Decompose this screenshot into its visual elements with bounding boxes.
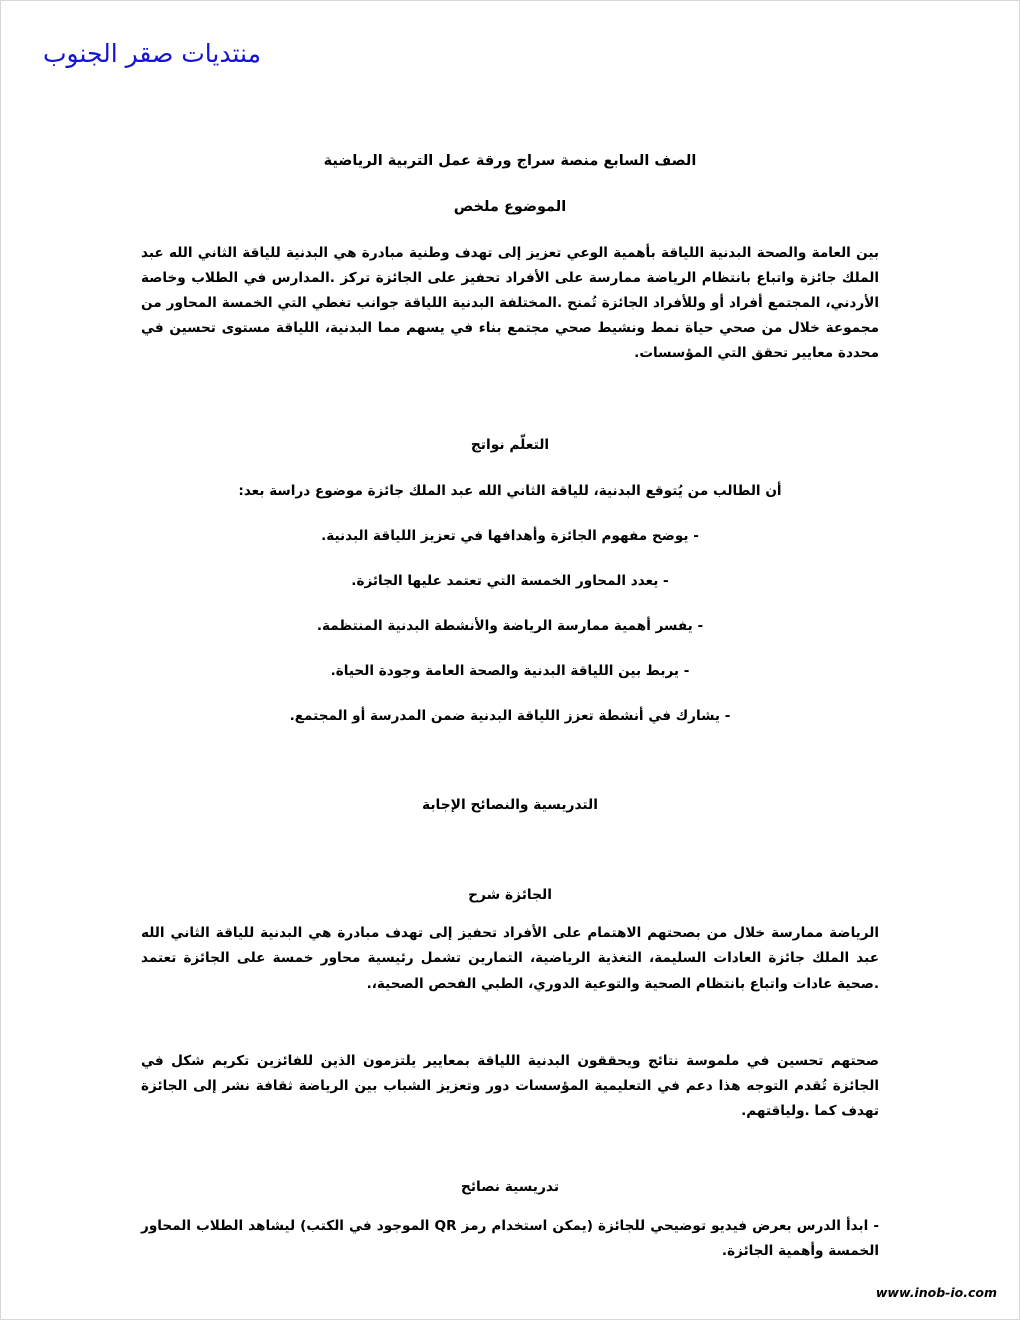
forum-title: منتديات صقر الجنوب [43,39,261,68]
section-heading-teaching-tips: تدريسية نصائح [460,1179,560,1196]
forum-header [1,39,1019,68]
spacer [141,818,879,884]
prize-explanation-paragraph: الرياضة ممارسة خلال من بصحتهم الاهتمام على الأفراد تحفيز إلى تهدف مبادرة هي البدنية للياقة الثاني الله عبد الملك جائزة العادات السليمة، التغذية الرياضية، التمارين تشمل رئيسية محاور خمسة على الجائزة تعتمد .صحية عادات واتباع بانتظام الصحية والتوعية الدوري، الطبي الفحص الصحية،. [141,925,879,992]
section-heading-answers-and-tips: التدريسية والنصائح الإجابة [422,797,598,814]
spacer [141,503,879,525]
list-item: - يفسر أهمية ممارسة الرياضة والأنشطة البدنية المنتظمة. [316,617,704,634]
page-title: الصف السابع منصة سراج ورقة عمل التربية الرياضية [323,153,697,169]
spacer [141,458,879,480]
footer-url: www.inob-io.com [875,1285,997,1300]
footer-watermark [1,1282,1019,1301]
list-item: - يربط بين اللياقة البدنية والصحة العامة وجودة الحياة. [330,663,690,680]
outcomes-list [141,525,879,729]
teaching-tips-paragraph: - ابدأ الدرس بعرض فيديو توضيحي للجائزة (يمكن استخدام رمز QR الموجود في الكتب) ليشاهد الطلاب المحاور الخمسة وأهمية الجائزة. [141,1217,879,1259]
document-subtitle: الموضوع ملخص [453,198,567,215]
spacer [141,907,879,921]
prize-detail-paragraph: صحتهم تحسين في ملموسة نتائج ويحققون البدنية اللياقة بمعايير يلتزمون الذين للفائزين تكريم شكل في الجائزة تُقدم التوجه هذا دعم في التعليمية المؤسسات دور وتعزيز الشباب بين الرياضة ثقافة نشر إلى الجائزة تهدف كما .ولياقتهم. [141,1052,879,1119]
spacer [141,380,879,434]
forum-header-inner [1,39,1019,68]
section-heading-learning-outcomes: التعلّم نواتج [470,437,550,454]
footer-watermark-inner [1,1282,1019,1301]
spacer [141,1138,879,1176]
section-heading-prize-explanation: الجائزة شرح [468,886,552,903]
document-content [1,151,1019,1278]
list-item: - يعدد المحاور الخمسة التي تعتمد عليها الجائزة. [351,572,669,589]
list-item: - يوضح مفهوم الجائزة وأهدافها في تعزيز اللياقة البدنية. [321,527,699,544]
spacer [141,1200,879,1214]
spacer [141,728,879,794]
outcomes-lead-line: أن الطالب من يُتوقع البدنية، للياقة الثاني الله عبد الملك جائزة موضوع دراسة بعد: [238,482,782,499]
list-item: - يشارك في أنشطة تعزز اللياقة البدنية ضمن المدرسة أو المجتمع. [289,708,731,725]
summary-paragraph: بين العامة والصحة البدنية اللياقة بأهمية الوعي تعزيز إلى تهدف وطنية مبادرة هي البدنية للياقة الثاني الله عبد الملك جائزة واتباع بانتظام الرياضة ممارسة على الأفراد تحفيز على الجائزة تركز .المدارس في الطلاب وخاصة الأردني، المجتمع أفراد أو وللأفراد الجائزة تُمنح .المختلفة البدنية اللياقة جوانب تغطي التي الخمسة المحاور من مجموعة خلال من صحي حياة نمط ونشيط صحي مجتمع بناء في يسهم مما البدنية، اللياقة مستوى تحسين في محددة معايير تحقق التي المؤسسات. [141,244,879,362]
spacer [141,1011,879,1049]
